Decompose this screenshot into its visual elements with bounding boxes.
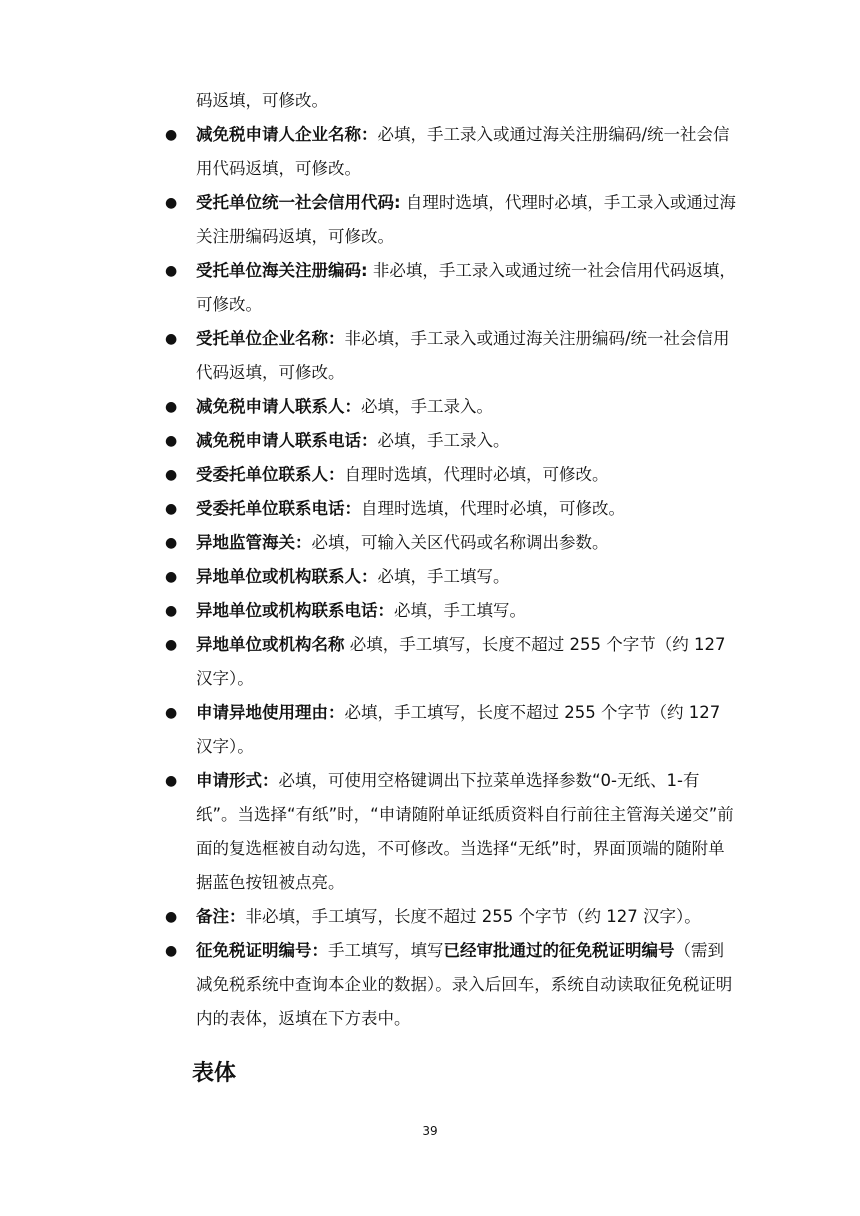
field-description: 非必填，手工录入或通过海关注册编码/统一社会信用代码返填，可修改。	[196, 329, 730, 382]
page-number: 39	[422, 1124, 438, 1138]
field-description-continued: （需到减免税系统中查询本企业的数据）。录入后回车，系统自动读取征免税证明内的表体，返填在下方表中。	[196, 941, 733, 1028]
field-description: 必填，手工填写，长度不超过 255 个字节（约 127 汉字）。	[196, 703, 721, 756]
list-item	[160, 900, 740, 934]
field-term: 异地单位或机构联系人：	[196, 567, 378, 586]
bullet-icon: ●	[165, 501, 178, 517]
field-term: 受委托单位联系人：	[196, 465, 345, 484]
field-description: 手工填写，填写	[328, 941, 444, 960]
section-heading: 表体	[192, 1061, 237, 1086]
bullet-icon: ●	[165, 603, 178, 619]
field-term: 申请异地使用理由：	[196, 703, 345, 722]
bullet-icon: ●	[165, 773, 178, 789]
list-item	[160, 526, 740, 560]
list-item	[160, 594, 740, 628]
list-item	[160, 764, 740, 900]
bullet-icon: ●	[165, 637, 178, 653]
bullet-icon: ●	[165, 909, 178, 925]
field-term: 异地单位或机构联系电话：	[196, 601, 394, 620]
field-description: 必填，手工填写。	[377, 567, 510, 586]
field-description: 必填，手工录入或通过海关注册编码/统一社会信用代码返填，可修改。	[196, 125, 730, 178]
field-term: 受托单位企业名称：	[196, 329, 345, 348]
list-item	[160, 390, 740, 424]
list-item	[160, 560, 740, 594]
bullet-icon: ●	[165, 399, 178, 415]
field-term: 备注：	[196, 907, 246, 926]
list-item	[160, 424, 740, 458]
emphasis-text: 已经审批通过的征免税证明编号	[443, 941, 675, 960]
list-item	[160, 254, 740, 322]
field-term: 减免税申请人联系人：	[196, 397, 361, 416]
continuation-text: 码返填，可修改。	[196, 91, 328, 110]
list-item	[160, 458, 740, 492]
bullet-icon: ●	[165, 127, 178, 143]
list-item	[160, 934, 740, 1036]
list-item	[160, 628, 740, 696]
bullet-icon: ●	[165, 705, 178, 721]
bullet-icon: ●	[165, 467, 178, 483]
field-term: 征免税证明编号：	[196, 941, 328, 960]
field-description: 必填，手工填写，长度不超过 255 个字节（约 127 汉字）。	[196, 635, 726, 688]
bullet-icon: ●	[165, 535, 178, 551]
list-item	[160, 118, 740, 186]
field-description: 必填，手工填写。	[394, 601, 526, 620]
bullet-icon: ●	[165, 195, 178, 211]
bullet-icon: ●	[165, 263, 178, 279]
field-description: 必填，可使用空格键调出下拉菜单选择参数“0-无纸、1-有纸”。当选择“有纸”时，“申请随附单证纸质资料自行前往主管海关递交”前面的复选框被自动勾选，不可修改。当选择“无纸”时，界面顶端的随附单据蓝色按钮被点亮。	[196, 771, 734, 892]
field-term: 减免税申请人联系电话：	[196, 431, 378, 450]
field-term: 减免税申请人企业名称：	[196, 125, 378, 144]
bullet-icon: ●	[165, 569, 178, 585]
field-description: 自理时选填，代理时必填，可修改。	[344, 465, 609, 484]
field-description: 自理时选填，代理时必填，手工录入或通过海关注册编码返填，可修改。	[196, 193, 736, 246]
field-term: 受委托单位联系电话：	[196, 499, 361, 518]
bullet-icon: ●	[165, 331, 178, 347]
field-description: 非必填，手工填写，长度不超过 255 个字节（约 127 汉字）。	[245, 907, 701, 926]
field-term: 受托单位统一社会信用代码:	[196, 193, 401, 212]
list-item	[160, 322, 740, 390]
field-description: 自理时选填，代理时必填，可修改。	[361, 499, 625, 518]
field-term: 异地监管海关：	[196, 533, 312, 552]
list-item	[160, 186, 740, 254]
bullet-icon: ●	[165, 433, 178, 449]
field-term: 受托单位海关注册编码:	[196, 261, 368, 280]
bullet-icon: ●	[165, 943, 178, 959]
field-description: 必填，手工录入。	[361, 397, 493, 416]
list-item	[160, 492, 740, 526]
field-description: 必填，手工录入。	[377, 431, 510, 450]
list-item	[160, 696, 740, 764]
field-description: 非必填，手工录入或通过统一社会信用代码返填，可修改。	[196, 261, 736, 314]
field-term: 异地单位或机构名称	[196, 635, 345, 654]
field-description-list	[160, 118, 740, 1036]
field-description: 必填，可输入关区代码或名称调出参数。	[311, 533, 609, 552]
field-term: 申请形式：	[196, 771, 279, 790]
